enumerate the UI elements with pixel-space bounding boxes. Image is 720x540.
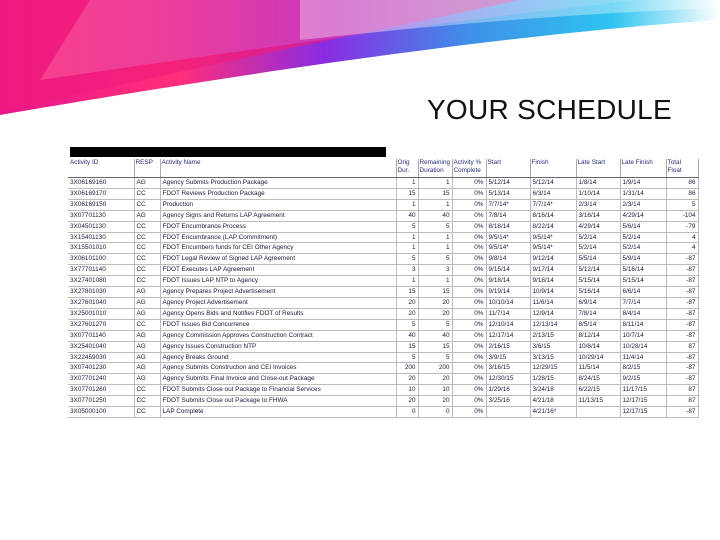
table-cell: 3X06101100 <box>68 254 134 265</box>
table-cell: CC <box>134 188 160 199</box>
table-cell: 5/9/14 <box>620 254 666 265</box>
table-row <box>68 407 698 418</box>
table-cell: 5 <box>666 199 698 210</box>
table-cell: 7/8/14 <box>486 210 530 221</box>
table-cell: 5/2/14 <box>576 232 620 243</box>
table-cell: 0% <box>452 232 486 243</box>
table-cell: 87 <box>666 341 698 352</box>
table-cell: 1/8/14 <box>576 178 620 189</box>
table-cell: 9/5/14* <box>530 243 576 254</box>
table-cell: 1 <box>418 276 452 287</box>
table-cell: 5/12/14 <box>486 178 530 189</box>
table-cell: 5 <box>418 319 452 330</box>
table-cell: 4 <box>666 232 698 243</box>
table-cell: 9/12/14 <box>530 254 576 265</box>
table-cell: 40 <box>418 330 452 341</box>
table-row <box>68 341 698 352</box>
table-cell: 3X07701260 <box>68 385 134 396</box>
table-cell: 10/9/14 <box>530 287 576 298</box>
table-cell: 3 <box>396 265 418 276</box>
table-cell: 3X25001010 <box>68 308 134 319</box>
table-cell: 2/13/15 <box>530 330 576 341</box>
column-header: Remaining Duration <box>418 159 452 178</box>
table-cell: Agency Submits Construction and CEI Invoices <box>160 363 396 374</box>
table-row <box>68 308 698 319</box>
table-cell: CC <box>134 319 160 330</box>
table-cell: 20 <box>396 374 418 385</box>
table-cell: AG <box>134 308 160 319</box>
table-cell: 10/10/14 <box>486 297 530 308</box>
table-cell: 11/7/14 <box>486 308 530 319</box>
schedule-table <box>68 159 699 418</box>
table-cell: 3/13/15 <box>530 352 576 363</box>
table-cell: 20 <box>396 297 418 308</box>
table-cell: Agency Commission Approves Construction Contract <box>160 330 396 341</box>
table-cell: 8/12/14 <box>576 330 620 341</box>
table-row <box>68 374 698 385</box>
table-cell: 0% <box>452 308 486 319</box>
table-cell: -87 <box>666 276 698 287</box>
table-cell: 6/9/14 <box>576 297 620 308</box>
table-cell: 0% <box>452 221 486 232</box>
table-cell: 0% <box>452 363 486 374</box>
table-cell: 5 <box>396 254 418 265</box>
table-cell: 15 <box>396 341 418 352</box>
table-cell: -87 <box>666 330 698 341</box>
table-cell: 10 <box>418 385 452 396</box>
table-cell: 0 <box>418 407 452 418</box>
table-cell: CC <box>134 276 160 287</box>
table-cell: 1 <box>396 199 418 210</box>
table-cell: 0% <box>452 341 486 352</box>
table-cell: FDOT Encumbrance Process <box>160 221 396 232</box>
table-cell: 3X07401230 <box>68 363 134 374</box>
table-cell: Agency Submits Production Package <box>160 178 396 189</box>
table-cell: 3/9/15 <box>486 352 530 363</box>
table-cell: 5/15/14 <box>620 276 666 287</box>
table-cell: 40 <box>396 330 418 341</box>
table-cell: 5/13/14 <box>486 188 530 199</box>
table-cell: 10/28/14 <box>620 341 666 352</box>
table-cell: 1 <box>396 232 418 243</box>
table-row <box>68 210 698 221</box>
table-cell: 3/25/16 <box>486 396 530 407</box>
table-cell: 11/6/14 <box>530 297 576 308</box>
table-cell: 3X15501010 <box>68 243 134 254</box>
table-cell: 3X25401040 <box>68 341 134 352</box>
table-cell: Agency Project Advertisement <box>160 297 396 308</box>
table-cell: 1/10/14 <box>576 188 620 199</box>
table-cell: 3X27801030 <box>68 287 134 298</box>
table-cell: 0% <box>452 374 486 385</box>
table-cell: 1 <box>418 178 452 189</box>
table-cell: CC <box>134 396 160 407</box>
table-row <box>68 221 698 232</box>
column-header: Activity ID <box>68 159 134 178</box>
table-cell: 10/29/14 <box>576 352 620 363</box>
table-cell: 5 <box>396 352 418 363</box>
table-cell: Agency Breaks Ground <box>160 352 396 363</box>
table-cell: 86 <box>666 188 698 199</box>
column-header: Late Finish <box>620 159 666 178</box>
table-cell: 10/8/14 <box>576 341 620 352</box>
table-cell: 0% <box>452 199 486 210</box>
table-cell: 5/12/14 <box>576 265 620 276</box>
table-cell: 12/17/15 <box>620 407 666 418</box>
table-cell: 3X15401130 <box>68 232 134 243</box>
table-row <box>68 188 698 199</box>
table-cell: 0% <box>452 254 486 265</box>
table-cell: 3X22459030 <box>68 352 134 363</box>
table-cell: -87 <box>666 265 698 276</box>
table-row <box>68 254 698 265</box>
table-cell: 40 <box>396 210 418 221</box>
table-cell: 5/16/14 <box>620 265 666 276</box>
table-cell: Agency Submits Final Invoice and Close-out Package <box>160 374 396 385</box>
table-cell: 0% <box>452 276 486 287</box>
table-cell: 0% <box>452 319 486 330</box>
table-cell: 5/12/14 <box>530 178 576 189</box>
table-cell: FDOT Encumbers funds for CEI Other Agency <box>160 243 396 254</box>
table-cell: 5/6/14 <box>620 221 666 232</box>
table-cell: 8/18/14 <box>486 221 530 232</box>
table-cell: AG <box>134 287 160 298</box>
table-cell: 0% <box>452 243 486 254</box>
table-cell: 20 <box>418 297 452 308</box>
table-cell: 20 <box>418 396 452 407</box>
table-cell: 8/11/14 <box>620 319 666 330</box>
table-cell <box>576 407 620 418</box>
table-cell: 87 <box>666 396 698 407</box>
table-row <box>68 297 698 308</box>
table-cell: 0% <box>452 265 486 276</box>
table-cell: 9/5/14* <box>486 243 530 254</box>
table-cell: -87 <box>666 254 698 265</box>
table-cell: AG <box>134 178 160 189</box>
table-cell: 6/22/15 <box>576 385 620 396</box>
table-cell: 8/22/14 <box>530 221 576 232</box>
table-cell: 15 <box>396 188 418 199</box>
table-cell: Agency Opens Bids and Notifies FDOT of Results <box>160 308 396 319</box>
table-cell: 40 <box>418 210 452 221</box>
table-cell: FDOT Issues Bid Concurrence <box>160 319 396 330</box>
table-cell: 20 <box>396 396 418 407</box>
table-cell: 20 <box>418 308 452 319</box>
table-cell: CC <box>134 232 160 243</box>
table-cell: 8/4/14 <box>620 308 666 319</box>
table-cell: 2/16/15 <box>486 341 530 352</box>
table-cell: FDOT Encumbrance (LAP Commitment) <box>160 232 396 243</box>
table-cell: Production <box>160 199 396 210</box>
table-row <box>68 330 698 341</box>
table-cell: 0% <box>452 210 486 221</box>
table-cell: 1 <box>396 243 418 254</box>
table-cell: -79 <box>666 221 698 232</box>
table-cell: AG <box>134 363 160 374</box>
table-cell: AG <box>134 297 160 308</box>
table-cell: 4/21/16* <box>530 407 576 418</box>
table-cell: 20 <box>396 308 418 319</box>
table-cell: 0% <box>452 297 486 308</box>
table-cell: CC <box>134 199 160 210</box>
table-cell: 12/10/14 <box>486 319 530 330</box>
table-cell: AG <box>134 330 160 341</box>
table-cell: 12/17/15 <box>620 396 666 407</box>
table-cell: 12/9/14 <box>530 308 576 319</box>
table-cell: Agency Signs and Returns LAP Agreement <box>160 210 396 221</box>
table-cell: 0% <box>452 407 486 418</box>
table-row <box>68 199 698 210</box>
table-cell: 3X07701140 <box>68 330 134 341</box>
table-cell: 87 <box>666 385 698 396</box>
table-cell: 5/5/14 <box>576 254 620 265</box>
table-cell: Agency Issues Construction NTP <box>160 341 396 352</box>
table-cell: 11/17/15 <box>620 385 666 396</box>
table-cell: 86 <box>666 178 698 189</box>
table-cell: 9/17/14 <box>530 265 576 276</box>
table-cell: 0% <box>452 330 486 341</box>
table-cell: 3X27601040 <box>68 297 134 308</box>
table-cell: 0% <box>452 178 486 189</box>
table-cell: -104 <box>666 210 698 221</box>
table-cell: 4/29/14 <box>620 210 666 221</box>
table-cell: 3/6/15 <box>530 341 576 352</box>
table-cell: AG <box>134 341 160 352</box>
table-cell: 7/7/14* <box>486 199 530 210</box>
table-cell: 6/3/14 <box>530 188 576 199</box>
table-cell: 12/13/14 <box>530 319 576 330</box>
table-cell: 0% <box>452 352 486 363</box>
table-cell: AG <box>134 210 160 221</box>
table-cell: 3X27401080 <box>68 276 134 287</box>
table-cell: AG <box>134 374 160 385</box>
table-cell: 8/24/15 <box>576 374 620 385</box>
table-cell <box>486 407 530 418</box>
table-cell: 0% <box>452 188 486 199</box>
table-row <box>68 319 698 330</box>
decorative-banner <box>0 0 720 150</box>
table-cell: 2/3/14 <box>620 199 666 210</box>
table-cell: 200 <box>418 363 452 374</box>
table-cell: 200 <box>396 363 418 374</box>
table-cell: FDOT Executes LAP Agreement <box>160 265 396 276</box>
table-row <box>68 243 698 254</box>
table-cell: LAP Complete <box>160 407 396 418</box>
header-row <box>68 159 698 178</box>
table-cell: 7/7/14 <box>620 297 666 308</box>
table-cell: CC <box>134 254 160 265</box>
table-cell: 10/7/14 <box>620 330 666 341</box>
table-cell: 5/15/14 <box>576 276 620 287</box>
table-cell: 11/13/15 <box>576 396 620 407</box>
table-cell: 11/4/14 <box>620 352 666 363</box>
table-cell: 15 <box>418 188 452 199</box>
table-cell: 1 <box>396 178 418 189</box>
table-cell: 1 <box>396 276 418 287</box>
table-cell: AG <box>134 352 160 363</box>
column-header: Activity % Complete <box>452 159 486 178</box>
table-row <box>68 265 698 276</box>
table-cell: 4 <box>666 243 698 254</box>
schedule-table-container <box>68 145 698 441</box>
table-cell: 1 <box>418 243 452 254</box>
table-row <box>68 232 698 243</box>
table-cell: FDOT Legal Review of Signed LAP Agreement <box>160 254 396 265</box>
table-row <box>68 396 698 407</box>
table-cell: 5/16/14 <box>576 287 620 298</box>
table-cell: 9/2/15 <box>620 374 666 385</box>
table-cell: -87 <box>666 352 698 363</box>
table-cell: 8/16/14 <box>530 210 576 221</box>
table-cell: 3X07701250 <box>68 396 134 407</box>
column-header: Activity Name <box>160 159 396 178</box>
table-cell: CC <box>134 221 160 232</box>
table-row <box>68 287 698 298</box>
table-cell: -87 <box>666 374 698 385</box>
table-cell: 0% <box>452 396 486 407</box>
table-cell: 3X04501130 <box>68 221 134 232</box>
table-cell: 2/3/14 <box>576 199 620 210</box>
table-cell: 1/31/14 <box>620 188 666 199</box>
table-cell: 5 <box>418 221 452 232</box>
page-title: YOUR SCHEDULE <box>426 94 672 125</box>
table-cell: 10 <box>396 385 418 396</box>
table-cell: -87 <box>666 297 698 308</box>
table-cell: FDOT Submits Close out Package to Financial Services <box>160 385 396 396</box>
redaction-bar <box>70 147 386 157</box>
table-row <box>68 276 698 287</box>
table-cell: 3X06169150 <box>68 199 134 210</box>
table-cell: CC <box>134 265 160 276</box>
table-cell: 3X77701140 <box>68 265 134 276</box>
table-cell: 7/7/14* <box>530 199 576 210</box>
table-cell: 12/29/15 <box>530 363 576 374</box>
table-cell: 5/2/14 <box>620 232 666 243</box>
table-cell: 0% <box>452 287 486 298</box>
table-cell: 9/15/14 <box>486 265 530 276</box>
table-cell: 1 <box>418 232 452 243</box>
table-cell: 1 <box>418 199 452 210</box>
table-cell: 3X07701130 <box>68 210 134 221</box>
table-cell: 15 <box>396 287 418 298</box>
table-cell: 3X06169170 <box>68 188 134 199</box>
table-cell: 3X06169160 <box>68 178 134 189</box>
table-cell: FDOT Reviews Production Package <box>160 188 396 199</box>
column-header: Start <box>486 159 530 178</box>
table-cell: -87 <box>666 319 698 330</box>
table-cell: 1/9/14 <box>620 178 666 189</box>
table-cell: 15 <box>418 341 452 352</box>
table-row <box>68 352 698 363</box>
table-cell: CC <box>134 243 160 254</box>
table-cell: 5/2/14 <box>576 243 620 254</box>
table-cell: 4/21/18 <box>530 396 576 407</box>
table-cell: -87 <box>666 287 698 298</box>
table-cell: 3X05000100 <box>68 407 134 418</box>
table-cell: 3X27601270 <box>68 319 134 330</box>
table-cell: 9/5/14* <box>530 232 576 243</box>
table-cell: 5/2/14 <box>620 243 666 254</box>
table-cell: 12/30/15 <box>486 374 530 385</box>
table-cell: 3 <box>418 265 452 276</box>
table-cell: -87 <box>666 308 698 319</box>
table-cell: 9/8/14 <box>486 254 530 265</box>
table-cell: 0% <box>452 385 486 396</box>
table-cell: 1/29/16 <box>486 385 530 396</box>
table-cell: Agency Prepares Project Advertisement <box>160 287 396 298</box>
table-cell: 6/6/14 <box>620 287 666 298</box>
column-header: Late Start <box>576 159 620 178</box>
table-cell: 0 <box>396 407 418 418</box>
table-cell: FDOT Issues LAP NTP to Agency <box>160 276 396 287</box>
table-cell: 3X07701240 <box>68 374 134 385</box>
table-cell: 1/28/15 <box>530 374 576 385</box>
table-cell: 5 <box>418 352 452 363</box>
table-cell: -87 <box>666 407 698 418</box>
table-cell: 15 <box>418 287 452 298</box>
table-cell: 9/19/14 <box>486 287 530 298</box>
table-cell: 4/29/14 <box>576 221 620 232</box>
table-cell: 3/16/14 <box>576 210 620 221</box>
table-cell: 5 <box>396 221 418 232</box>
table-row <box>68 385 698 396</box>
table-cell: 7/8/14 <box>576 308 620 319</box>
table-cell: 5 <box>396 319 418 330</box>
column-header: RESP <box>134 159 160 178</box>
table-cell: 3/24/18 <box>530 385 576 396</box>
table-cell: -87 <box>666 363 698 374</box>
table-cell: 8/2/15 <box>620 363 666 374</box>
table-cell: CC <box>134 385 160 396</box>
table-row <box>68 178 698 189</box>
table-cell: 3/16/15 <box>486 363 530 374</box>
table-cell: 9/5/14* <box>486 232 530 243</box>
table-cell: 5 <box>418 254 452 265</box>
table-cell: 20 <box>418 374 452 385</box>
table-cell: 12/17/14 <box>486 330 530 341</box>
column-header: Orig Dur. <box>396 159 418 178</box>
column-header: Finish <box>530 159 576 178</box>
table-cell: FDOT Submits Close out Package to FHWA <box>160 396 396 407</box>
table-row <box>68 363 698 374</box>
table-cell: 9/18/14 <box>486 276 530 287</box>
table-cell: CC <box>134 407 160 418</box>
table-cell: 8/5/14 <box>576 319 620 330</box>
table-cell: 9/18/14 <box>530 276 576 287</box>
column-header: Total Float <box>666 159 698 178</box>
table-cell: 11/5/14 <box>576 363 620 374</box>
